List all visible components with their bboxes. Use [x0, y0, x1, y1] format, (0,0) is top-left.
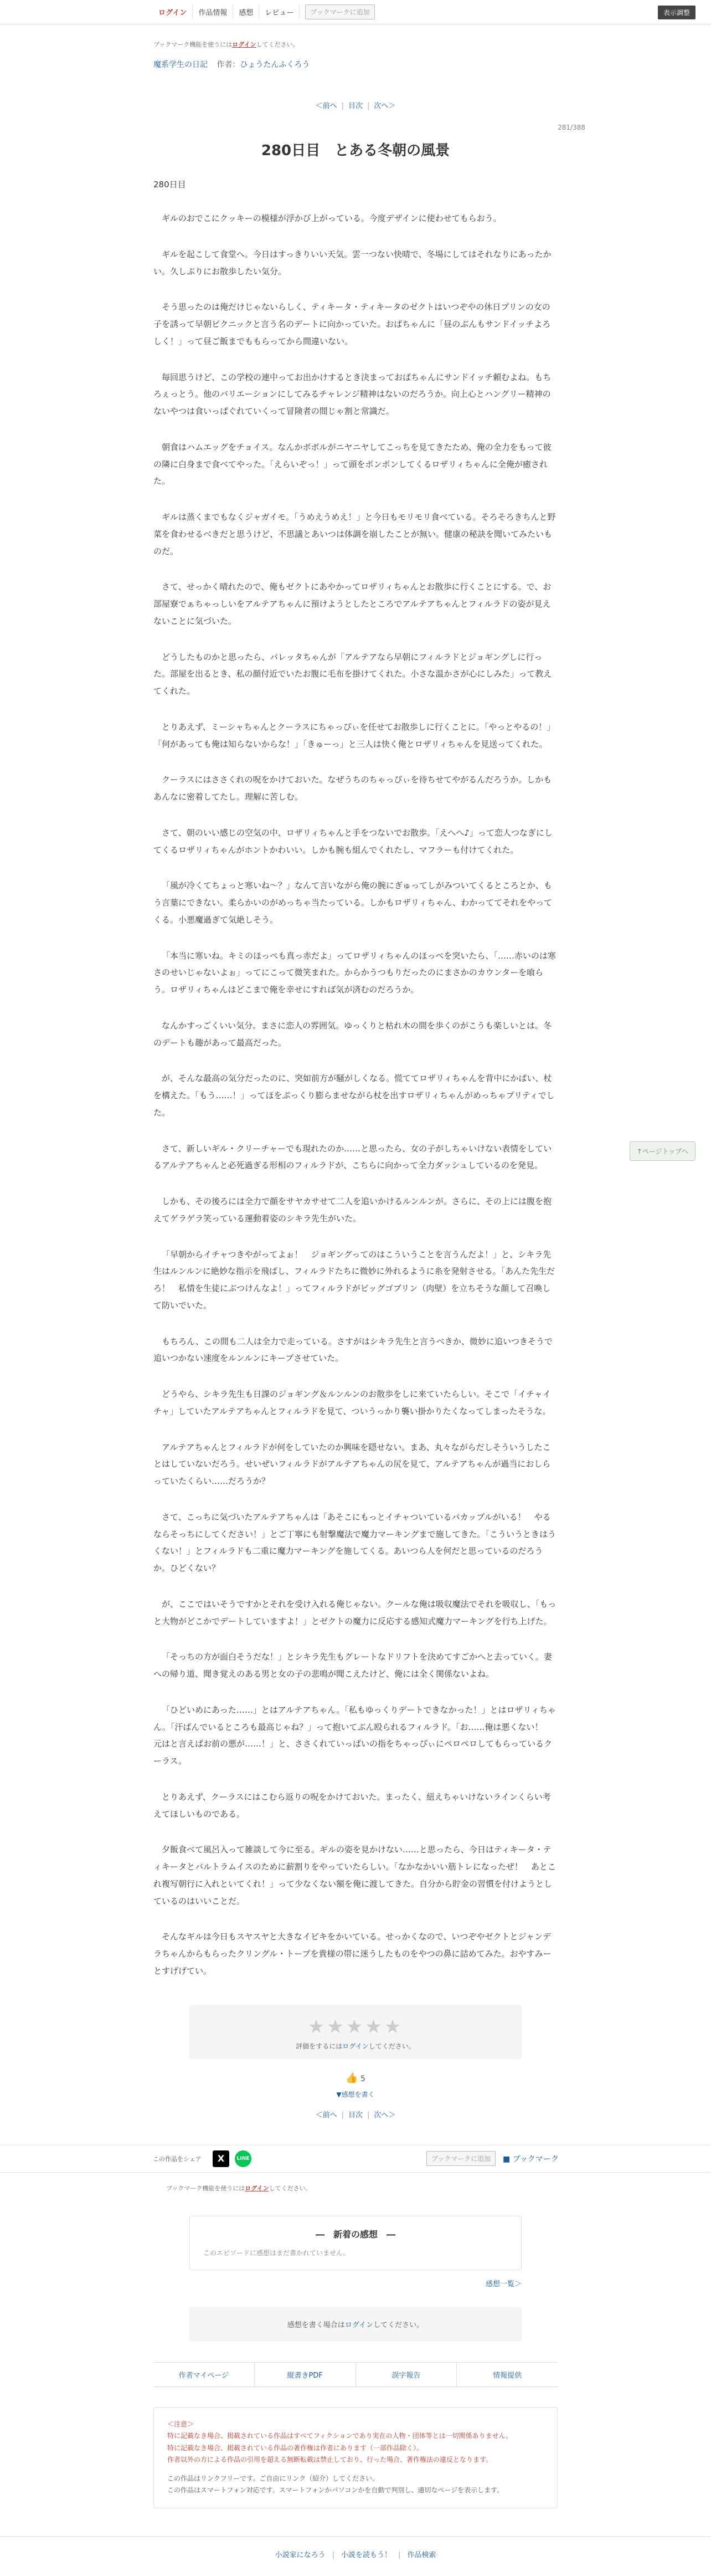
footer-link-search[interactable]: 作品検索 [407, 2551, 436, 2560]
author-link[interactable]: ひょうたんふくろう [240, 60, 310, 69]
comment-login-link[interactable]: ログイン [344, 2321, 374, 2329]
body-paragraph: 「ひどいめにあった……」とはアルテアちゃん。「私もゆっくりデートできなかった！」とはロザリィちゃん。「汗ばんでいるところも最高じゃね？」って抱いてぶん殴られるフィルラド。「お……俺は悪くない！ 元はと言えばお前の悪が……！」と、ささくれていっぱいの指をちゃっぴぃにペロペロしてもらっているクーラス。 [153, 1704, 556, 1766]
info-provide-link[interactable]: 情報提供 [493, 2371, 522, 2380]
footer-link-narou[interactable]: 小説家になろう [275, 2551, 326, 2560]
caution-gray-line: この作品はリンクフリーです。ご自由にリンク（紹介）してください。 [167, 2474, 379, 2482]
bookmark-notice [153, 40, 558, 49]
body-paragraph: どうしたものかと思ったら、バレッタちゃんが「アルテアなら早朝にフィルラドとジョギングしに行った。部屋を出るとき、私の顔付近でいたお腹に毛布を掛けてくれた。小さな温かさが心にしみた」って教えてくれた。 [153, 652, 552, 696]
body-paragraph: とりあえず、ミーシャちゃんとクーラスにちゃっぴぃを任せてお散歩しに行くことに。「やっとやるの！」「何があっても俺は知らないからな！」「きゅーっ」と三人は快く俺とロザリィちゃんを見送ってくれた。 [153, 721, 555, 749]
share-bookmark-add-button[interactable]: ブックマークに追加 [426, 2151, 496, 2166]
footer-links: 小説家になろう | 小説を読もう！ | 作品検索 [0, 2536, 711, 2576]
rating-note-text-after: してください。 [368, 2042, 415, 2050]
link-bar [153, 2362, 558, 2387]
header-bookmark-add-button[interactable]: ブックマークに追加 [305, 4, 374, 19]
bookmark-notice-bottom-login-link[interactable]: ログイン [245, 2184, 269, 2192]
page-top-button[interactable]: ↑ページトップへ [630, 1141, 695, 1161]
rating-login-link[interactable]: ログイン [342, 2042, 369, 2050]
prev-link[interactable]: ＜前へ [315, 102, 337, 110]
body-paragraph: 夕飯食べて風呂入って雑談して今に至る。ギルの姿を見かけない……と思ったら、今日はティキータ・ティキータとバルトラムイスのために薪割りをやっていたらしい。「なかなかいい筋トレになったぜ！ あとこれ複写朝行に入れといてくれ！」って少なくない額を俺に渡してきた。自分から貯金の習慣を付けようとしているのはいいことだ。 [153, 1845, 556, 1906]
share-label: この作品をシェア [153, 2155, 202, 2163]
bookmark-notice-bottom-text-after: してください。 [269, 2184, 312, 2192]
body-paragraph: さて、新しいギル・クリーチャーでも現れたのか……と思ったら、女の子がしちゃいけない表情をしているアルテアちゃんと必死過ぎる形相のフィルラドが、こちらに向かって全力ダッシュしているのを発見。 [153, 1143, 552, 1171]
body-paragraph: 毎回思うけど、この学校の連中ってお出かけするとき決まっておばちゃんにサンドイッチ頼むよね。もちろぇっとう。他のバリエーションにしてみるチャレンジ精神はないのだろうか。向上心とハングリー精神のないやつは食いっぱぐれていくって冒険者の間じゃ割と常識だ。 [153, 372, 552, 416]
body-paragraph: しかも、その後ろには全力で顔をサヤカサせて二人を追いかけるルンルンが。さらに、その上には腹を抱えてゲラゲラ笑っている運動着姿のシキラ先生がいた。 [153, 1196, 552, 1223]
thumbs-up-icon[interactable]: 👍 [346, 2072, 358, 2084]
body-paragraph: どうやら、シキラ先生も日課のジョギング＆ルンルンのお散歩をしに来ていたらしい。そこで「イチャイチャ」していたアルテアちゃんとフィルラドを見て、ついうっかり襲い掛かりたくなってしまったそうな。 [153, 1389, 551, 1416]
footer-link-yomou[interactable]: 小説を読もう！ [341, 2551, 391, 2560]
body-paragraph: 「早朝からイチャつきやがってよぉ！ ジョギングってのはこういうことを言うんだよ！」と、シキラ先生はルンルンに絶妙な指示を飛ばし、フィルラドたちに微妙に外れるように糸を発射させる。「あんた先生だろ！ 私情を生徒にぶつけんなよ！」ってフィルラドがビッグゴブリン（肉壁）を立ちそうな顔して召喚して防いでいた。 [153, 1249, 555, 1310]
like-count: 5 [360, 2074, 365, 2083]
body-paragraph: ギルは蒸くまでもなくジャガイモ。「うめえうめえ！」と今日もモリモリ食べている。そろそろきちんと野菜を食わせるべきだと思うけど、不思議とあいつは体調を崩したことが無い。健康の秘訣を聞いてみたいものだ。 [153, 512, 556, 556]
body-paragraph: そんなギルは今日もスヤスヤと大きなイビキをかいている。せっかくなので、いつぞやゼクトとジャンデラちゃんからもらったクリングル・トープを貴様の帯に迷うしたものをやつの鼻に詰めてみた。おやすみーとすげげてい。 [153, 1932, 552, 1976]
x-share-icon[interactable]: X [213, 2150, 229, 2167]
bookmark-link[interactable] [503, 2153, 559, 2164]
nav-login[interactable]: ログイン [153, 4, 193, 19]
body-paragraph: そう思ったのは俺だけじゃないらしく、ティキータ・ティキータのゼクトはいつぞやの休日プリンの女の子を誘って早朝ピクニックと言う名のデートに向かっていた。おばちゃんに「昼のぶんもサンドイッチよろしく！」って昼ご飯までももらってから間違いない。 [153, 302, 551, 346]
body-paragraph: もちろん、この間も二人は全力で走っている。さすがはシキラ先生と言うべきか、微妙に追いつきそうで追いつかない速度をルンルンにキープさせていた。 [153, 1336, 553, 1364]
nav-work-info[interactable]: 作品情報 [193, 4, 233, 19]
display-settings-button[interactable]: 表示調整 [658, 6, 695, 19]
bookmark-icon: ■ [503, 2154, 511, 2164]
bookmark-notice-text: ブックマーク機能を使うには [153, 41, 233, 48]
pager-bottom: ＜前へ | 目次 | 次へ＞ [315, 2111, 396, 2119]
nav-reviews[interactable]: レビュー [259, 4, 300, 19]
comment-box [189, 2307, 522, 2341]
write-review-link[interactable]: ▼感想を書く [336, 2090, 375, 2098]
body-paragraph: 朝食はハムエッグをチョイス。なんかボボルがニヤニヤしてこっちを見てきたため、俺の全力をもって彼の隣に白身まで食べてやった。「えらいぞっ！」って頭をポンポンしてくるロザリィちゃんに全俺が癒された。 [153, 442, 552, 486]
bookmark-notice-bottom-text: ブックマーク機能を使うには [166, 2184, 245, 2192]
author-label: 作者： [217, 60, 240, 69]
caution-box [153, 2407, 558, 2509]
body-paragraph: アルテアちゃんとフィルラドが何をしていたのか興味を隠せない。まあ、丸々ながらだしそういうしたことはしていないだろう。せいぜいフィルラドがアルテアちゃんの尻を見て、アルテアちゃんが過当におしらっていたくらい……だろうか？ [153, 1442, 551, 1486]
main-content [153, 40, 585, 1980]
next-link[interactable]: 次へ＞ [374, 102, 396, 110]
comment-text-after: してください。 [373, 2321, 424, 2329]
bookmark-link-label: ブックマーク [512, 2154, 559, 2164]
chapter-title: 280日目 とある冬朝の風景 [261, 142, 450, 159]
top-nav [153, 4, 375, 19]
rating-note-text: 評価をするには [296, 2042, 343, 2050]
chapter-subtitle: 280日目 [153, 180, 186, 190]
reviews-list-link[interactable]: 感想一覧＞ [485, 2280, 522, 2288]
like-row[interactable] [0, 2072, 711, 2084]
typo-report-link[interactable]: 誤字報告 [356, 2363, 457, 2386]
top-header [0, 0, 711, 24]
nav-impressions[interactable]: 感想 [233, 4, 259, 19]
pager-top: ＜前へ | 目次 | 次へ＞ [315, 102, 396, 110]
body-paragraph: さて、こっちに気づいたアルテアちゃんは「あそこにもっとイチャついているバカップルがいる！ やるならそっちにしてください！」とご丁寧にも射撃魔法で魔力マーキングまで施してきた。「こういうときはうくない！」とフィルラドも二重に魔力マーキングを施してくる。あいつら人を何だと思っているのだろうか。ひどくない？ [153, 1512, 557, 1573]
body-paragraph: 「風が冷くてちょっと寒いね〜？」なんて言いながら俺の腕にぎゅってしがみついてくるところとか、もう言葉にできない。柔らかいのがめっちゃ当たっている。しかもロザリィちゃん、わかっててそれをやってくる。小悪魔過ぎて気絶しそう。 [153, 880, 553, 925]
body-paragraph: さて、朝のいい感じの空気の中、ロザリィちゃんと手をつないでお散歩。「えへへ♪」って恋人つなぎにしてくるロザリィちゃんがホントかわいい。しかも腕も組んでくれたし、マフラーも付けてくれた。 [153, 827, 553, 855]
rating-note [190, 2041, 521, 2051]
toc-link-bottom[interactable]: 目次 [348, 2111, 363, 2119]
body-paragraph: が、ここではいそうですかとそれを受け入れる俺じゃない。クールな俺は吸収魔法でそれを吸収し、「もっと大物がどこかでデートしていますよ！」とゼクトの魔力に反応する感知式魔力マーキングを行ち上げた。 [153, 1599, 557, 1626]
caution-line: 作者以外の方による作品の引用を超える無断転載は禁止しており、行った場合、著作権法の違反となります。 [167, 2456, 493, 2464]
rating-stars[interactable]: ★★★★★ [307, 2015, 404, 2038]
body-paragraph: さて、せっかく晴れたので、俺もゼクトにあやかってロザリィちゃんとお散歩に行くことにする。で、お部屋寮でぁちゃっしいをアルテアちゃんに預けようとしたところでアルテアちゃんとフィルラドの姿が見えないことに気づいた。 [153, 582, 552, 626]
body-paragraph: 「そっちの方が面白そうだな！」とシキラ先生もグレートなドリフトを決めてすごかへと去っていく。妻への帰り道、聞き覚えのある男と女の子の悲鳴が聞こえたけど、俺には全く関係ないよね。 [153, 1652, 552, 1679]
new-reviews-heading: ― 新着の感想 ― [315, 2229, 395, 2240]
body-paragraph: が、そんな最高の気分だったのに、突如前方が騒がしくなる。慌ててロザリィちゃんを背中にかばい、杖を構えた。「もう……！」ってほをぷっくり膨らませながら杖を出すロザリィちゃんがめっちゃプリティでした。 [153, 1073, 555, 1118]
caution-line: 特に記載なき場合、掲載されている作品はすべてフィクションであり実在の人物・団体等とは一切関係ありません。 [167, 2432, 513, 2440]
author-mypage-link[interactable]: 作者マイページ [153, 2363, 255, 2386]
bookmark-notice-text-after: してください。 [256, 41, 299, 48]
body-paragraph: ギルを起こして食堂へ。今日はすっきりいい天気。雲一つない快晴で、冬場にしてはそれなりにあったかい。久しぶりにお散歩したい気分。 [153, 249, 552, 276]
vertical-pdf-link[interactable]: 縦書きPDF [255, 2363, 356, 2386]
page-count: 281/388 [558, 124, 585, 131]
toc-link[interactable]: 目次 [348, 102, 363, 110]
series-title-link[interactable]: 魔系学生の日記 [153, 60, 208, 69]
new-reviews-empty: このエピソードに感想はまだ書かれていません。 [203, 2249, 350, 2257]
rating-box [189, 2005, 522, 2059]
caution-gray-line: この作品はスマートフォン対応です。スマートフォンかパソコンかを自動で判別し、適切なページを表示します。 [167, 2486, 504, 2495]
series-line [153, 59, 558, 70]
bookmark-notice-login-link[interactable]: ログイン [232, 41, 256, 48]
caution-line: 特に記載なき場合、掲載されている作品の著作権は作者にあります（一部作品除く）。 [167, 2444, 424, 2452]
body-paragraph: とりあえず、クーラスにはこむら返りの呪をかけておいた。まったく、紐えちゃいけないラインくらい考えてほしいものである。 [153, 1791, 551, 1819]
body-paragraph: クーラスにはささくれの呪をかけておいた。なぜうちのちゃっぴぃを待ちせてやがるんだろうか。しかもあんなに密着してたし。理解に苦しむ。 [153, 775, 552, 802]
prev-link-bottom[interactable]: ＜前へ [315, 2111, 337, 2119]
body-paragraph: 「本当に寒いね。キミのほっぺも真っ赤だよ」ってロザリィちゃんのほっぺを突いたら、「……赤いのは寒さのせいじゃないよぉ」ってにこって微笑まれた。からかうつもりだったのにまさかのカウンターを喰らう。ロザリィちゃんはどこまで俺を幸せにすれば気が済むのだろうか。 [153, 950, 556, 995]
next-link-bottom[interactable]: 次へ＞ [374, 2111, 396, 2119]
line-share-icon[interactable]: LINE [235, 2150, 251, 2167]
body-paragraph: ギルのおでこにクッキーの模様が浮かび上がっている。今度デザインに使わせてもらおう。 [162, 213, 502, 223]
share-bar [0, 2145, 711, 2173]
body-paragraph: なんかすっごくいい気分。まさに恋人の雰囲気。ゆっくりと枯れ木の間を歩くのがこうも楽しいとは。冬のデートも趣があって最高だった。 [153, 1020, 552, 1048]
novel-body [153, 210, 558, 1980]
caution-heading: ＜注意＞ [167, 2420, 194, 2428]
bookmark-notice-bottom [166, 2184, 711, 2193]
comment-text: 感想を書く場合は [287, 2321, 345, 2329]
new-reviews-box [189, 2216, 522, 2270]
